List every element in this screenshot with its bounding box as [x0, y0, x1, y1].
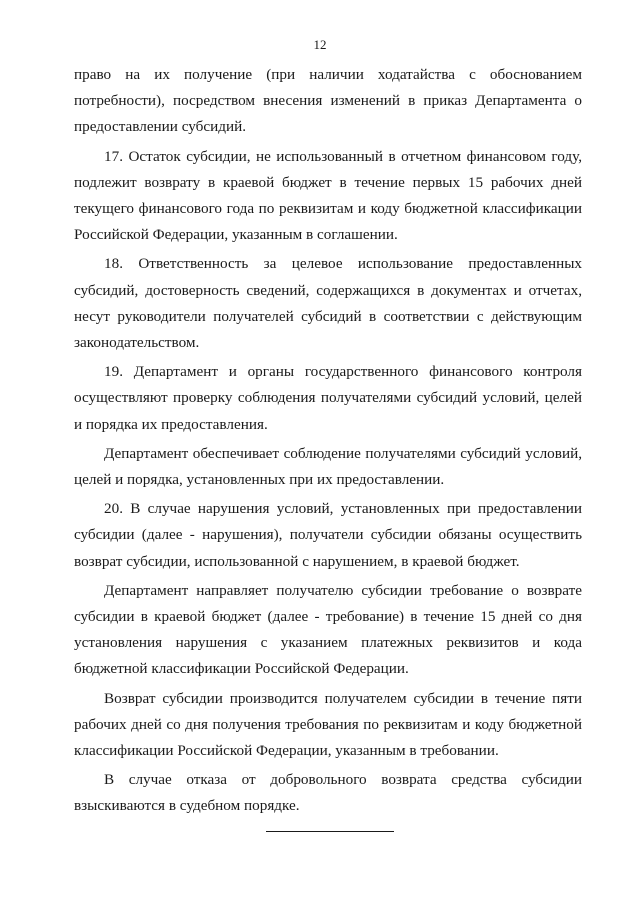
paragraph-continuation: право на их получение (при наличии ходатайства с обоснованием потребности), посредством внесения изменений в приказ Департамента о предоставлении субсидий.: [74, 66, 582, 136]
paragraph-18: 18. Ответственность за целевое использование предоставленных субсидий, достоверность сведений, содержащихся в документах и отчетах, несут руководители получателей субсидий в соответствии с действующим законодательством.: [74, 255, 582, 352]
paragraph-19: 19. Департамент и органы государственного финансового контроля осуществляют проверку соблюдения получателями субсидий условий, целей и порядка их предоставления.: [74, 363, 582, 433]
document-body: [74, 62, 582, 820]
paragraph-17: 17. Остаток субсидии, не использованный в отчетном финансовом году, подлежит возврату в краевой бюджет в течение первых 15 рабочих дней текущего финансового года по реквизитам и коду бюджетной классификации Российской Федерации, указанным в соглашении.: [74, 147, 582, 244]
end-of-document-line: [266, 831, 394, 832]
paragraph-20-refund: Возврат субсидии производится получателем субсидии в течение пяти рабочих дней со дня получения требования по реквизитам и коду бюджетной классификации Российской Федерации, указанным в требовании.: [74, 689, 582, 760]
paragraph-20: 20. В случае нарушения условий, установленных при предоставлении субсидии (далее - нарушения), получатели субсидии обязаны осуществить возврат субсидии, использованной с нарушением, в краевой бюджет.: [74, 500, 582, 570]
paragraph-20-requirement: Департамент направляет получателю субсидии требование о возврате субсидии в краевой бюджет (далее - требование) в течение 15 дней со дня установления нарушения с указанием платежных реквизитов и кода бюджетной классификации Российской Федерации.: [74, 581, 582, 678]
paragraph-19-department: Департамент обеспечивает соблюдение получателями субсидий условий, целей и порядка, установленных при их предоставлении.: [74, 444, 582, 489]
page-number: 12: [313, 37, 327, 52]
paragraph-20-refusal: В случае отказа от добровольного возврата средства субсидии взыскиваются в судебном порядке.: [74, 771, 582, 815]
